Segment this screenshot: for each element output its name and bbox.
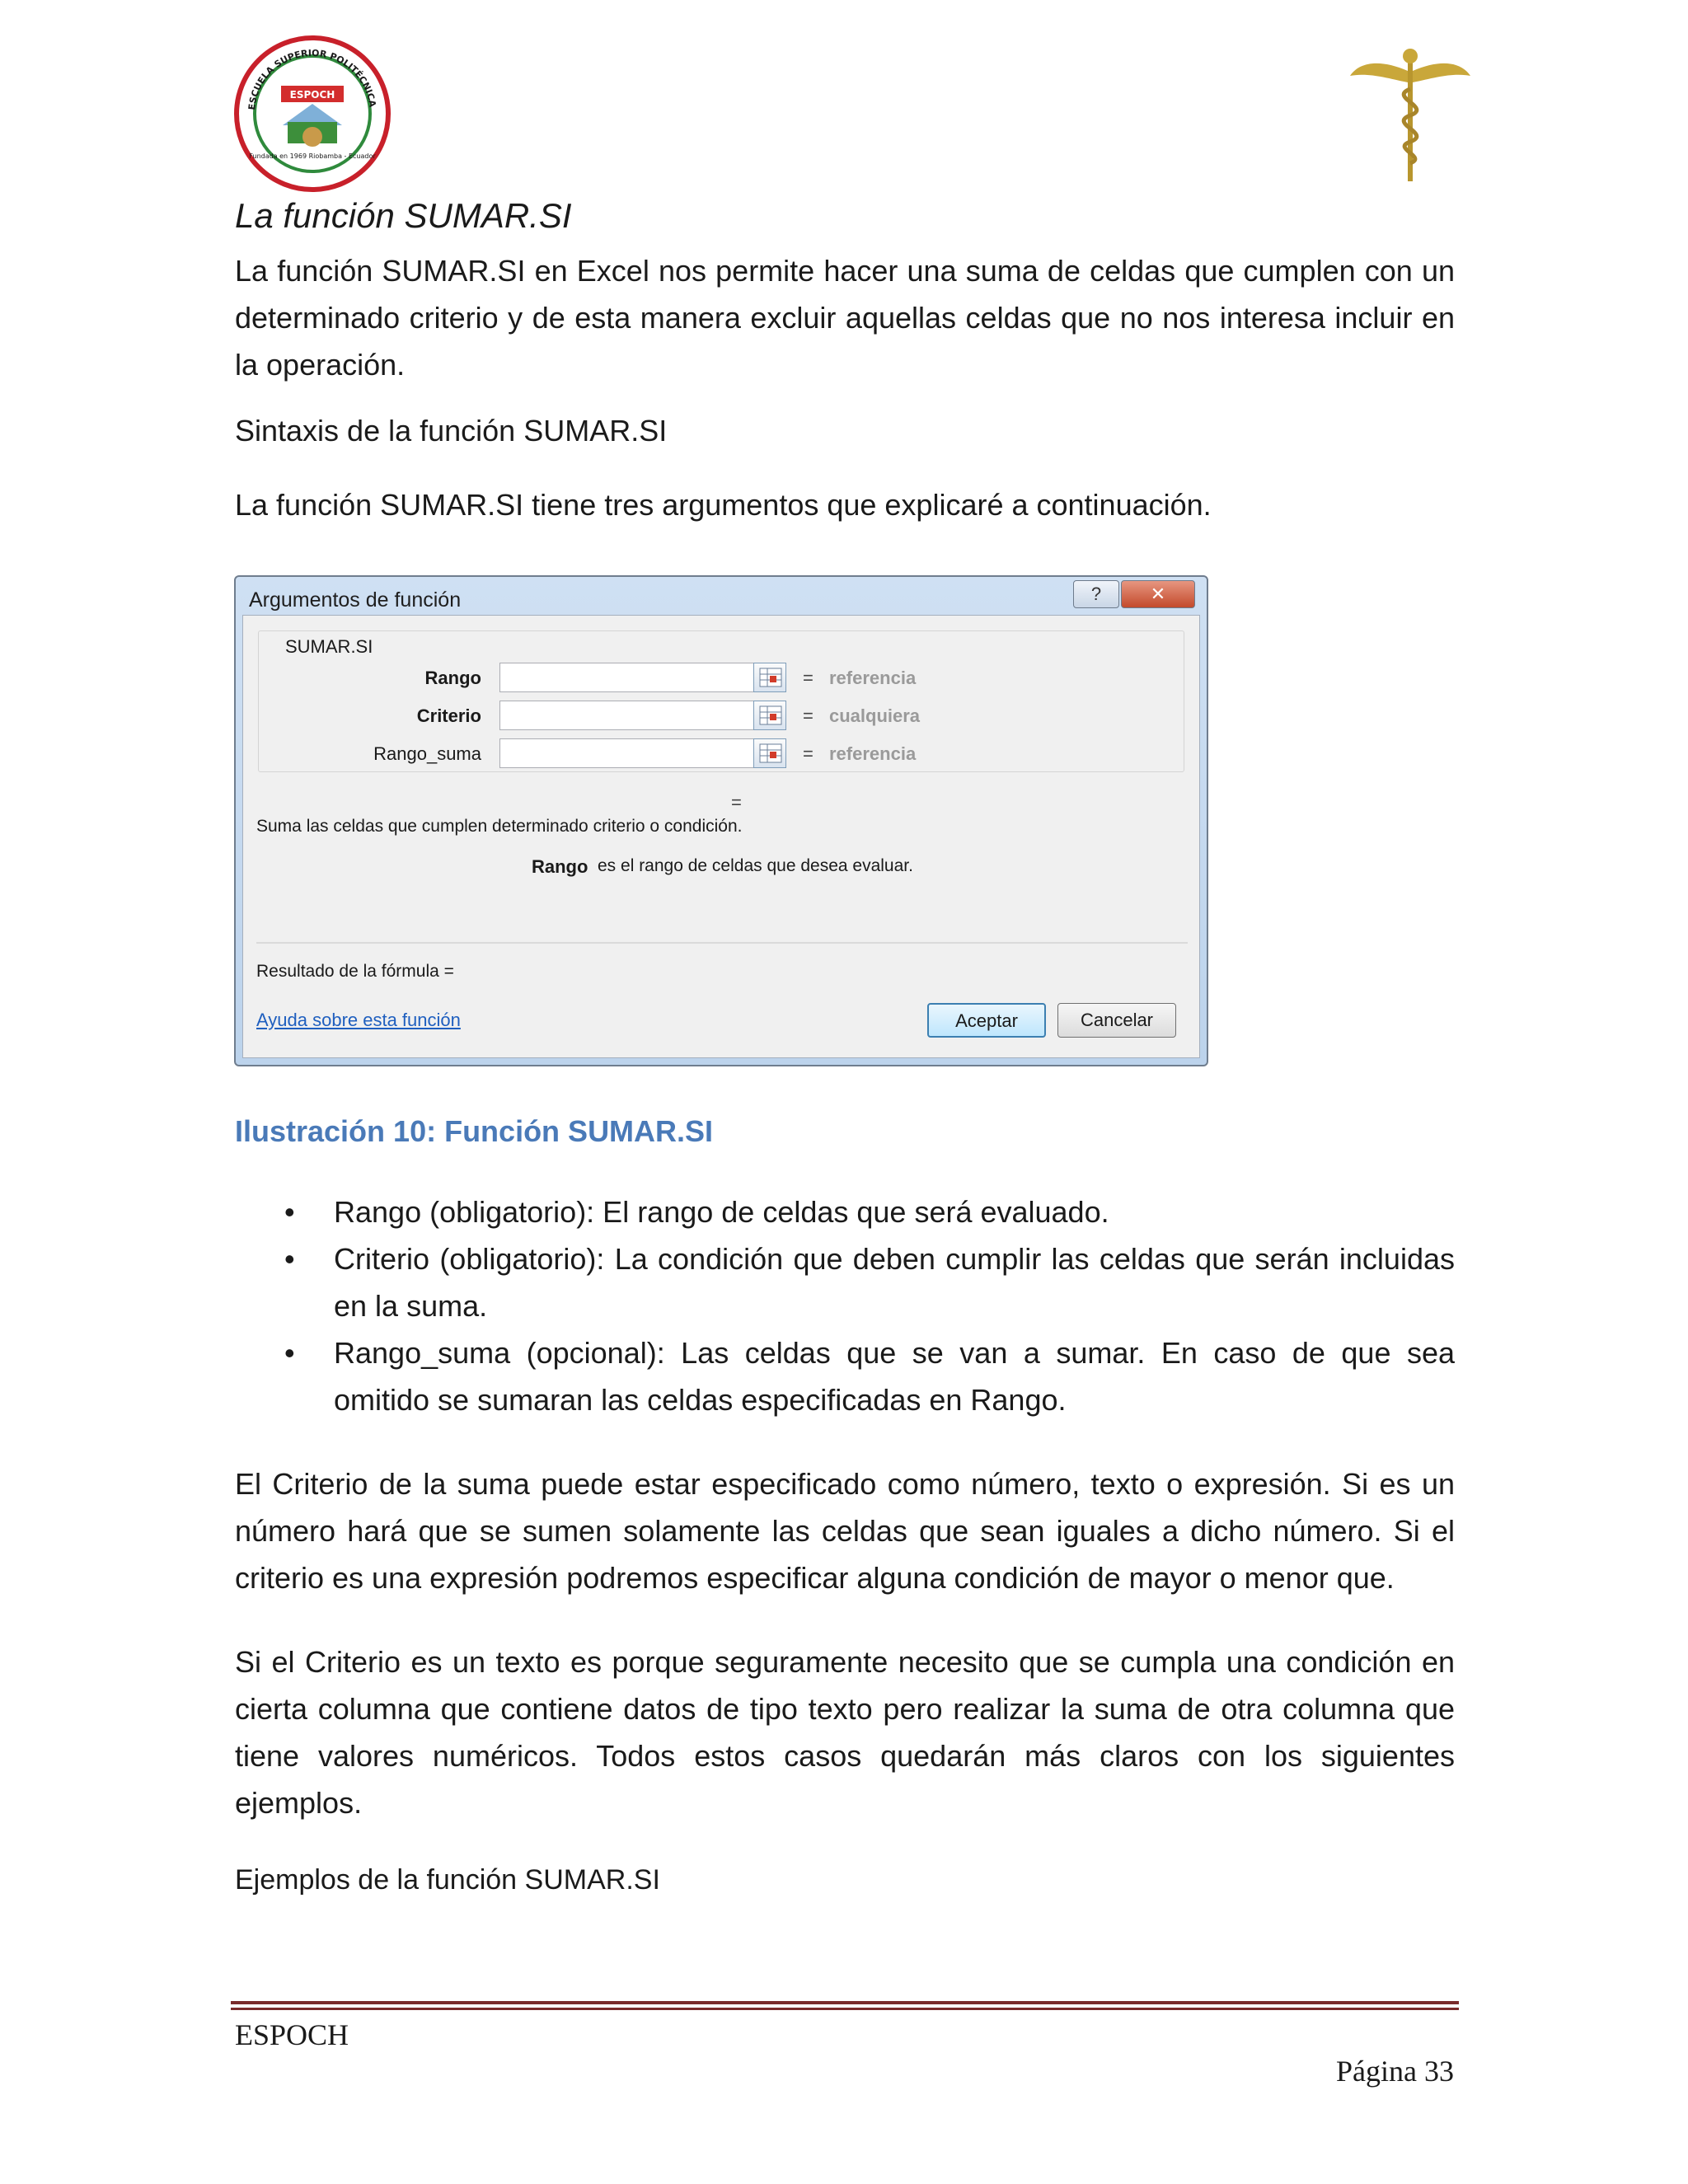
rango-input[interactable] [499,663,776,692]
list-item [235,1188,1455,1235]
seal-ring-text: ESCUELA SUPERIOR POLITÉCNICA [246,47,378,111]
texto-paragraph: Si el Criterio es un texto es porque seguramente necesito que se cumpla una condición en cierta columna que contiene datos de tipo texto pero realizar la suma de otra columna que tiene valores numéricos. Todos estos casos quedarán más claros con los siguientes ejemplos. [235,1645,1455,1820]
list-item [235,1235,1455,1329]
arguments-paragraph: La función SUMAR.SI tiene tres argumentos que explicaré a continuación. [235,488,1212,522]
range-picker-icon [759,705,782,725]
bullet-icon: • [284,1242,295,1276]
dialog-body [242,615,1200,1058]
syntax-heading: Sintaxis de la función SUMAR.SI [235,414,668,448]
dialog-divider [256,942,1188,944]
criterio-range-picker-button[interactable] [753,701,786,730]
examples-heading: Ejemplos de la función SUMAR.SI [235,1864,660,1896]
rango-equals: = [803,668,814,688]
section-title: La función SUMAR.SI [235,196,572,235]
footer-institution: ESPOCH [235,2018,349,2051]
criterio-paragraph: El Criterio de la suma puede estar especificado como número, texto o expresión. Si es un número hará que se sumen solamente las celdas que sean iguales a dicho número. Si el criterio es una expresión podremos especificar alguna condición de mayor o menor que. [235,1467,1455,1595]
criterio-value-hint: cualquiera [829,705,921,726]
criterio-input[interactable] [499,701,776,730]
function-help-link[interactable]: Ayuda sobre esta función [256,1010,461,1030]
window-controls [1073,580,1197,610]
caduceus-icon [1348,43,1472,185]
arg-label-rango: Rango [424,668,481,688]
dialog-title: Argumentos de función [249,588,462,612]
espoch-seal-logo [233,35,392,193]
bullet-icon: • [284,1336,295,1370]
bullet-text: Rango_suma (opcional): Las celdas que se van a sumar. En caso de que sea omitido se sumaran las celdas especificadas en Rango. [334,1336,1455,1417]
formula-result-label: Resultado de la fórmula = [256,962,454,981]
footer-rule [231,2001,1459,2004]
page-number: Página 33 [1336,2055,1454,2088]
argument-description-text: es el rango de celdas que desea evaluar. [598,856,913,875]
function-name-label: SUMAR.SI [282,636,376,658]
range-picker-icon [759,743,782,763]
list-item [235,1329,1455,1423]
intro-paragraph: La función SUMAR.SI en Excel nos permite hacer una suma de celdas que cumplen con un determinado criterio y de esta manera excluir aquellas celdas que no nos interesa incluir en la operación. [235,254,1455,382]
cancel-button[interactable]: Cancelar [1057,1003,1176,1038]
figure-caption: Ilustración 10: Función SUMAR.SI [235,1114,714,1148]
range-picker-icon [759,668,782,687]
bullet-text: Rango (obligatorio): El rango de celdas que será evaluado. [334,1195,1109,1229]
function-group-box [258,630,1184,772]
seal-badge-text: ESPOCH [289,89,335,101]
rango-value-hint: referencia [829,668,917,688]
argument-description-name: Rango [532,856,588,877]
function-result-equals: = [731,792,742,813]
function-description: Suma las celdas que cumplen determinado criterio o condición. [256,817,743,836]
rango-suma-input[interactable] [499,738,776,768]
footer-rule [231,2008,1459,2010]
close-button[interactable]: ✕ [1121,580,1195,608]
function-arguments-dialog [234,575,1208,1066]
criterio-equals: = [803,705,814,726]
bullet-icon: • [284,1195,295,1229]
ok-button[interactable]: Aceptar [927,1003,1046,1038]
rango-suma-equals: = [803,743,814,764]
argument-bullet-list [235,1188,1455,1423]
rango-suma-value-hint: referencia [829,743,917,764]
rango-suma-range-picker-button[interactable] [753,738,786,768]
rango-range-picker-button[interactable] [753,663,786,692]
help-button[interactable]: ? [1073,580,1119,608]
seal-motto: Fundada en 1969 Riobamba - Ecuador [249,152,376,160]
bullet-text: Criterio (obligatorio): La condición que deben cumplir las celdas que serán incluidas en la suma. [334,1242,1455,1323]
arg-label-criterio: Criterio [416,705,481,726]
arg-label-rango-suma: Rango_suma [373,743,481,764]
